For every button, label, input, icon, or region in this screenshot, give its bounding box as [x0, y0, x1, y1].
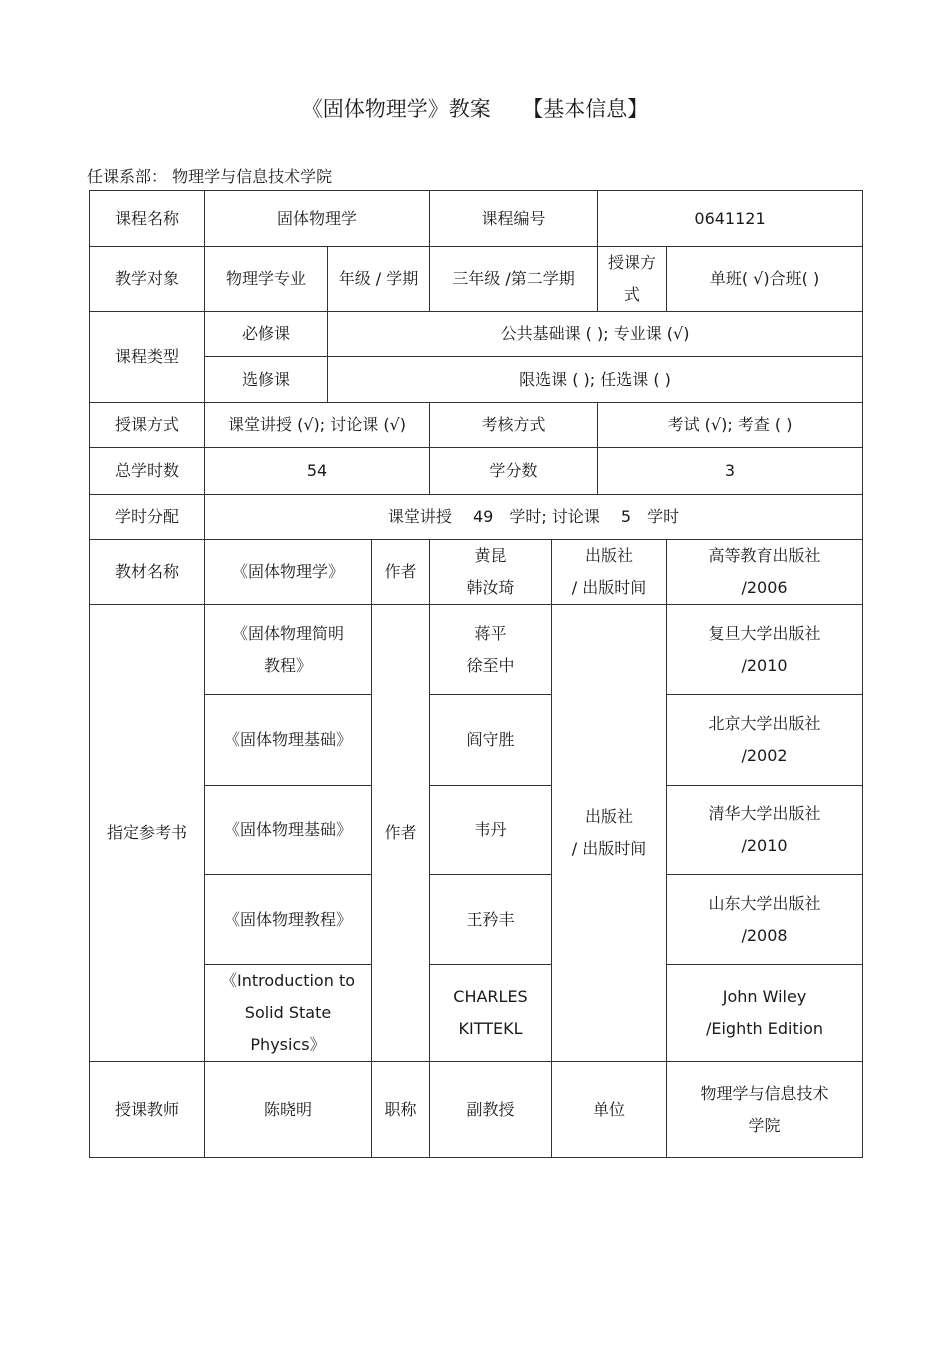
department-value: 物理学与信息技术学院 — [172, 167, 333, 186]
reference-author: CHARLES KITTEKL — [430, 965, 552, 1062]
references-author-label: 作者 — [372, 605, 430, 1062]
page-title: 《固体物理学》教案 【基本信息】 — [301, 97, 649, 121]
target-label: 教学对象 — [90, 247, 205, 312]
row-course-type-elective — [90, 357, 863, 403]
course-type-label: 课程类型 — [90, 312, 205, 403]
row-textbook — [90, 540, 863, 605]
rank-value: 副教授 — [430, 1062, 552, 1158]
reference-publisher: 北京大学出版社 /2002 — [667, 695, 863, 786]
grade-label: 年级 / 学期 — [328, 247, 430, 312]
row-target — [90, 247, 863, 312]
teacher-name: 陈晓明 — [205, 1062, 372, 1158]
reference-title: 《固体物理基础》 — [205, 695, 372, 786]
assessment-value: 考试 (√); 考查 ( ) — [598, 403, 863, 448]
course-name-value: 固体物理学 — [205, 191, 430, 247]
unit-value: 物理学与信息技术 学院 — [667, 1062, 863, 1158]
reference-title: 《固体物理简明 教程》 — [205, 605, 372, 695]
row-hour-alloc — [90, 495, 863, 540]
references-publisher-label: 出版社 / 出版时间 — [552, 605, 667, 1062]
reference-row — [90, 786, 863, 875]
course-code-label: 课程编号 — [430, 191, 598, 247]
teacher-label: 授课教师 — [90, 1062, 205, 1158]
row-course — [90, 191, 863, 247]
reference-row — [90, 605, 863, 695]
reference-title: 《Introduction to Solid State Physics》 — [205, 965, 372, 1062]
reference-title: 《固体物理基础》 — [205, 786, 372, 875]
reference-author: 王矜丰 — [430, 875, 552, 965]
teaching-method-label: 授课方式 — [90, 403, 205, 448]
row-course-type-required — [90, 312, 863, 357]
required-label: 必修课 — [205, 312, 328, 357]
reference-row — [90, 965, 863, 1062]
class-mode-label: 授课方式 — [598, 247, 667, 312]
textbook-label: 教材名称 — [90, 540, 205, 605]
reference-row — [90, 875, 863, 965]
row-method — [90, 403, 863, 448]
reference-author: 蒋平 徐至中 — [430, 605, 552, 695]
reference-publisher: 山东大学出版社 /2008 — [667, 875, 863, 965]
department-line — [87, 164, 332, 187]
credits-label: 学分数 — [430, 448, 598, 495]
credits-value: 3 — [598, 448, 863, 495]
total-hours-label: 总学时数 — [90, 448, 205, 495]
textbook-authors: 黄昆 韩汝琦 — [430, 540, 552, 605]
course-code-value: 0641121 — [598, 191, 863, 247]
textbook-publisher: 高等教育出版社 /2006 — [667, 540, 863, 605]
references-label: 指定参考书 — [90, 605, 205, 1062]
reference-author: 韦丹 — [430, 786, 552, 875]
course-info-table — [89, 190, 863, 1158]
rank-label: 职称 — [372, 1062, 430, 1158]
elective-value: 限选课 ( ); 任选课 ( ) — [328, 357, 863, 403]
assessment-label: 考核方式 — [430, 403, 598, 448]
row-teacher — [90, 1062, 863, 1158]
reference-title: 《固体物理教程》 — [205, 875, 372, 965]
reference-row — [90, 695, 863, 786]
grade-value: 三年级 /第二学期 — [430, 247, 598, 312]
reference-publisher: 清华大学出版社 /2010 — [667, 786, 863, 875]
elective-label: 选修课 — [205, 357, 328, 403]
department-label: 任课系部： — [87, 167, 168, 186]
reference-publisher: 复旦大学出版社 /2010 — [667, 605, 863, 695]
reference-publisher: John Wiley /Eighth Edition — [667, 965, 863, 1062]
course-name-label: 课程名称 — [90, 191, 205, 247]
textbook-author-label: 作者 — [372, 540, 430, 605]
required-value: 公共基础课 ( ); 专业课 (√) — [328, 312, 863, 357]
class-mode-value: 单班( √)合班( ) — [667, 247, 863, 312]
textbook-publisher-label: 出版社 / 出版时间 — [552, 540, 667, 605]
total-hours-value: 54 — [205, 448, 430, 495]
teaching-method-value: 课堂讲授 (√); 讨论课 (√) — [205, 403, 430, 448]
textbook-title: 《固体物理学》 — [205, 540, 372, 605]
hour-alloc-label: 学时分配 — [90, 495, 205, 540]
target-value: 物理学专业 — [205, 247, 328, 312]
reference-author: 阎守胜 — [430, 695, 552, 786]
unit-label: 单位 — [552, 1062, 667, 1158]
row-hours — [90, 448, 863, 495]
hour-alloc-value: 课堂讲授 49 学时; 讨论课 5 学时 — [205, 495, 863, 540]
